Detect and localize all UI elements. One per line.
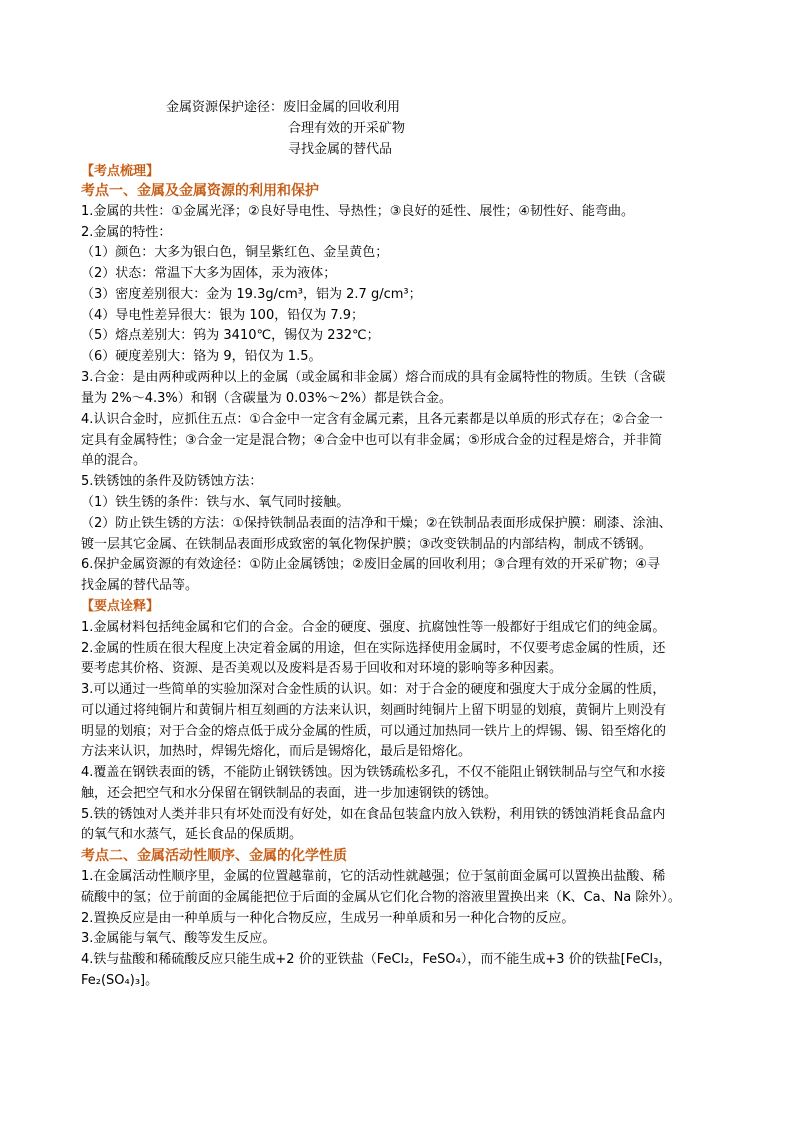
intro-label: 金属资源保护途径： — [166, 100, 284, 115]
body-line: 明显的划痕；对于合金的熔点低于成分金属的性质，可以通过加热同一铁片上的焊锡、锡、铅至熔化的 — [81, 724, 667, 739]
body-line: 4.覆盖在钢铁表面的锈，不能防止钢铁锈蚀。因为铁锈疏松多孔，不仅不能阻止钢铁制品与空气和水接 — [81, 765, 666, 780]
intro-item: 寻找金属的替代品 — [288, 142, 393, 157]
body-line: 6.保护金属资源的有效途径：①防止金属锈蚀；②废旧金属的回收利用；③合理有效的开采矿物；④寻 — [81, 557, 661, 572]
body-line: 2.置换反应是由一种单质与一种化合物反应，生成另一种单质和另一种化合物的反应。 — [81, 911, 575, 926]
body-line: 1.金属的共性：①金属光泽；②良好导电性、导热性；③良好的延性、展性；④韧性好、能弯曲。 — [81, 204, 635, 219]
body-line: 5.铁锈蚀的条件及防锈蚀方法： — [81, 474, 263, 489]
body-line: 3.合金：是由两种或两种以上的金属（或金属和非金属）熔合而成的具有金属特性的物质。生铁（含碳 — [81, 370, 666, 385]
body-line: 1.金属材料包括纯金属和它们的合金。合金的硬度、强度、抗腐蚀性等一般都好于组成它们的纯金属。 — [81, 620, 666, 635]
body-line: 要考虑其价格、资源、是否美观以及废料是否易于回收和对环境的影响等多种因素。 — [81, 661, 563, 676]
body-line: 单的混合。 — [81, 453, 147, 468]
body-line: 定具有金属特性；③合金一定是混合物；④合金中也可以有非金属；⑤形成合金的过程是熔合，并非简 — [81, 433, 662, 448]
body-line: （5）熔点差别大：钨为 3410℃，锡仅为 232℃； — [81, 328, 380, 343]
body-line: 3.可以通过一些简单的实验加深对合金性质的认识。如：对于合金的硬度和强度大于成分金属的性质， — [81, 682, 666, 697]
body-line: 的氧气和水蒸气，延长食品的保质期。 — [81, 827, 303, 842]
body-line: （1）颜色：大多为银白色，铜呈紫红色、金呈黄色； — [81, 245, 389, 260]
body-line: 4.铁与盐酸和稀硫酸反应只能生成+2 价的亚铁盐（FeCl₂，FeSO₄），而不能生成+3 价的铁盐[FeCl₃， — [81, 952, 672, 967]
body-line: 2.金属的性质在很大程度上决定着金属的用途，但在实际选择使用金属时，不仅要考虑金属的性质，还 — [81, 641, 666, 656]
body-line: （6）硬度差别大：铬为 9，铅仅为 1.5。 — [81, 349, 322, 364]
section-tag: 【要点诠释】 — [81, 599, 160, 614]
intro-item: 合理有效的开采矿物 — [288, 121, 406, 136]
body-line: 5.铁的锈蚀对人类并非只有坏处而没有好处，如在食品包装盒内放入铁粉，利用铁的锈蚀消耗食品盒内 — [81, 807, 666, 822]
body-line: 方法来认识，加热时，焊锡先熔化，而后是锡熔化，最后是铅熔化。 — [81, 744, 472, 759]
body-line: （1）铁生锈的条件：铁与水、氧气同时接触。 — [81, 495, 350, 510]
section-heading: 考点二、金属活动性顺序、金属的化学性质 — [81, 848, 347, 864]
body-line: （3）密度差别很大：金为 19.3g/cm³，铝为 2.7 g/cm³； — [81, 287, 422, 302]
body-line: Fe₂(SO₄)₃]。 — [81, 973, 159, 988]
body-line: 镀一层其它金属、在铁制品表面形成致密的氧化物保护膜；③改变铁制品的内部结构，制成不锈钢。 — [81, 537, 652, 552]
body-line: （4）导电性差异很大：银为 100，铅仅为 7.9； — [81, 308, 365, 323]
body-line: （2）防止铁生锈的方法：①保持铁制品表面的洁净和干燥；②在铁制品表面形成保护膜：刷漆、涂油、 — [81, 516, 672, 531]
body-line: 1.在金属活动性顺序里，金属的位置越靠前，它的活动性就越强；位于氢前面金属可以置换出盐酸、稀 — [81, 869, 666, 884]
body-line: （2）状态：常温下大多为固体，汞为液体； — [81, 266, 337, 281]
body-line: 3.金属能与氧气、酸等发生反应。 — [81, 931, 276, 946]
intro-line-1 — [166, 99, 794, 117]
body-line: 触，还会把空气和水分保留在钢铁制品的表面，进一步加速钢铁的锈蚀。 — [81, 786, 498, 801]
body-line: 4.认识合金时，应抓住五点：①合金中一定含有金属元素，且各元素都是以单质的形式存在；②合金一 — [81, 412, 663, 427]
body-line: 可以通过将纯铜片和黄铜片相互刻画的方法来认识，刻画时纯铜片上留下明显的划痕，黄铜片上则没有 — [81, 703, 667, 718]
body-line: 找金属的替代品等。 — [81, 578, 199, 593]
intro-item: 废旧金属的回收利用 — [283, 100, 401, 115]
body-line: 硫酸中的氢；位于前面的金属能把位于后面的金属从它们化合物的溶液里置换出来（K、Ca、Na 除外）。 — [81, 890, 681, 905]
body-line: 量为 2%～4.3%）和钢（含碳量为 0.03%～2%）都是铁合金。 — [81, 391, 452, 406]
body-line: 2.金属的特性： — [81, 225, 172, 240]
section-tag: 【考点梳理】 — [81, 164, 160, 179]
section-heading: 考点一、金属及金属资源的利用和保护 — [81, 183, 319, 199]
